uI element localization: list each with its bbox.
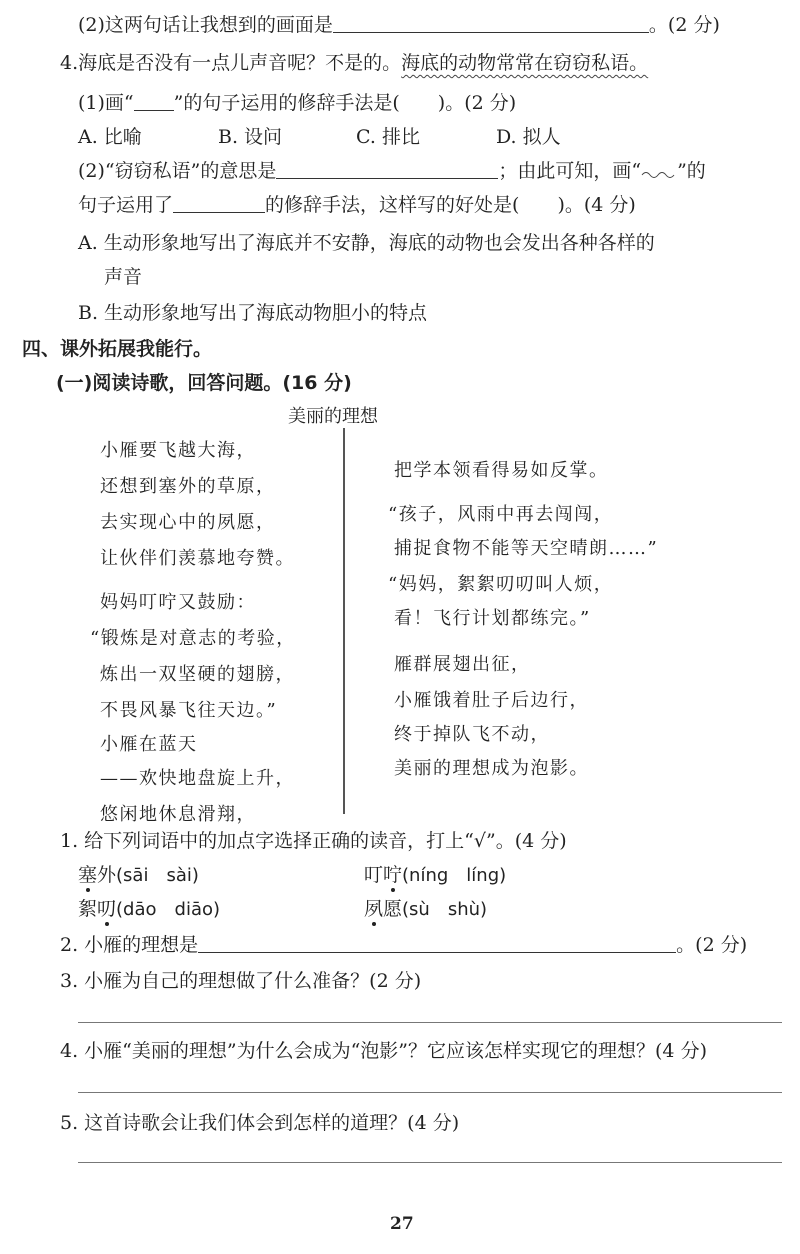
- poem-line: 让伙伴们羡慕地夸赞。: [100, 548, 295, 569]
- q4-2b-rhetoric-blank[interactable]: [173, 194, 265, 213]
- poem-line: “锻炼是对意志的考验，: [90, 628, 296, 649]
- dotted-char: 叨: [97, 894, 116, 921]
- q4-2-line: [78, 156, 706, 183]
- pq2-suffix: 。(2 分): [676, 934, 748, 956]
- pq3-answer-line[interactable]: [78, 1022, 782, 1023]
- poem-line: 小雁在蓝天: [100, 734, 198, 755]
- poem-line: 雁群展翅出征，: [394, 654, 531, 675]
- dotted-char: 咛: [383, 860, 402, 887]
- pinyin-char: 叮: [364, 864, 384, 886]
- option-a[interactable]: A. 比喻: [78, 126, 142, 148]
- poem-line: 炼出一双坚硬的翅膀，: [100, 664, 295, 685]
- poem-question-4: 4. 小雁“美丽的理想”为什么会成为“泡影”？它应该怎样实现它的理想？(4 分): [60, 1040, 707, 1062]
- q4-1-prefix: (1)画“: [78, 92, 134, 114]
- poem-line: 小雁饿着肚子后边行，: [394, 690, 589, 711]
- pq2-prefix: 2. 小雁的理想是: [60, 934, 199, 956]
- pq5-answer-line[interactable]: [78, 1162, 782, 1163]
- pinyin-item[interactable]: [364, 894, 487, 921]
- page-number: 27: [390, 1214, 414, 1234]
- pinyin-item[interactable]: [78, 860, 199, 887]
- q4-1-wavy-mark-blank: [134, 92, 174, 111]
- poem-question-1: 1. 给下列词语中的加点字选择正确的读音，打上“√”。(4 分): [60, 830, 567, 852]
- dotted-char: 夙: [364, 894, 383, 921]
- q3-2-answer-blank[interactable]: [333, 14, 649, 33]
- poem-question-5: 5. 这首诗歌会让我们体会到怎样的道理？(4 分): [60, 1112, 460, 1134]
- pinyin-char: 外: [97, 864, 117, 886]
- pinyin-options[interactable]: (níng líng): [402, 865, 507, 886]
- pinyin-options[interactable]: (sāi sài): [116, 865, 199, 886]
- section-4-heading: 四、课外拓展我能行。: [22, 338, 213, 360]
- q4-2-option-a-line2: 声音: [104, 266, 143, 288]
- q4-2b-line: [78, 190, 636, 217]
- q4-2-option-a-line1[interactable]: A. 生动形象地写出了海底并不安静，海底的动物也会发出各种各样的: [78, 232, 655, 254]
- pinyin-char: 愿: [383, 898, 403, 920]
- poem-line: 美丽的理想成为泡影。: [394, 758, 589, 779]
- poem-line: 去实现心中的夙愿，: [100, 512, 276, 533]
- poem-question-2: [60, 930, 747, 957]
- q4-1-suffix: )。(2 分): [437, 92, 517, 114]
- option-d[interactable]: D. 拟人: [496, 126, 561, 148]
- pinyin-item[interactable]: [364, 860, 506, 887]
- q4-1-line: [78, 88, 516, 115]
- q4-2-suffix: ”的: [677, 160, 706, 182]
- option-b[interactable]: B. 设问: [218, 126, 283, 148]
- q4-plain-text: 海底是否没有一点儿声音呢？不是的。: [78, 52, 402, 74]
- q4-2-prefix: (2)“窃窃私语”的意思是: [78, 160, 277, 182]
- q4-2-mid: ；由此可知，画“: [498, 160, 642, 182]
- poem-divider: [343, 428, 345, 814]
- poem-line: “妈妈，絮絮叨叨叫人烦，: [388, 574, 614, 595]
- poem-line: 悠闲地休息滑翔，: [100, 804, 256, 825]
- option-c[interactable]: C. 排比: [356, 126, 420, 148]
- poem-line: “孩子，风雨中再去闯闯，: [388, 504, 614, 525]
- part-1-heading: (一)阅读诗歌，回答问题。(16 分): [56, 372, 352, 394]
- pinyin-options[interactable]: (sù shù): [402, 899, 488, 920]
- poem-line: 看！飞行计划都练完。”: [394, 608, 591, 629]
- poem-title: 美丽的理想: [288, 406, 378, 427]
- poem-line: 捕捉食物不能等天空晴朗……”: [394, 538, 659, 559]
- poem-line: 还想到塞外的草原，: [100, 476, 276, 497]
- pinyin-char: 絮: [78, 898, 98, 920]
- q4-1-mid: ”的句子运用的修辞手法是(: [173, 92, 400, 114]
- q4-2b-mid: 的修辞手法，这样写的好处是(: [265, 194, 520, 216]
- poem-line: 不畏风暴飞往天边。”: [100, 700, 278, 721]
- pq2-answer-blank[interactable]: [198, 934, 676, 953]
- poem-line: 小雁要飞越大海，: [100, 440, 256, 461]
- poem-line: 终于掉队飞不动，: [394, 724, 550, 745]
- q3-2-prefix: (2)这两句话让我想到的画面是: [78, 14, 333, 36]
- q4-wavy-sentence: 海底的动物常常在窃窃私语。: [401, 52, 649, 74]
- poem-line: ——欢快地盘旋上升，: [100, 768, 295, 789]
- q4-stem: [60, 48, 648, 75]
- q4-2-meaning-blank[interactable]: [276, 160, 498, 179]
- poem-question-3: 3. 小雁为自己的理想做了什么准备？(2 分): [60, 970, 422, 992]
- q4-number: 4.: [60, 52, 79, 74]
- q4-2b-suffix: )。(4 分): [557, 194, 636, 216]
- q4-2-wavy-mark: [641, 163, 677, 177]
- q4-2b-prefix: 句子运用了: [78, 194, 174, 216]
- q4-2-option-b[interactable]: B. 生动形象地写出了海底动物胆小的特点: [78, 302, 428, 324]
- pq4-answer-line[interactable]: [78, 1092, 782, 1093]
- pinyin-options[interactable]: (dāo diāo): [116, 899, 221, 920]
- dotted-char: 塞: [78, 860, 97, 887]
- q3-2-line: [78, 10, 720, 37]
- poem-line: 把学本领看得易如反掌。: [394, 460, 609, 481]
- q3-2-suffix: 。(2 分): [648, 14, 720, 36]
- poem-line: 妈妈叮咛又鼓励：: [100, 592, 256, 613]
- pinyin-item[interactable]: [78, 894, 220, 921]
